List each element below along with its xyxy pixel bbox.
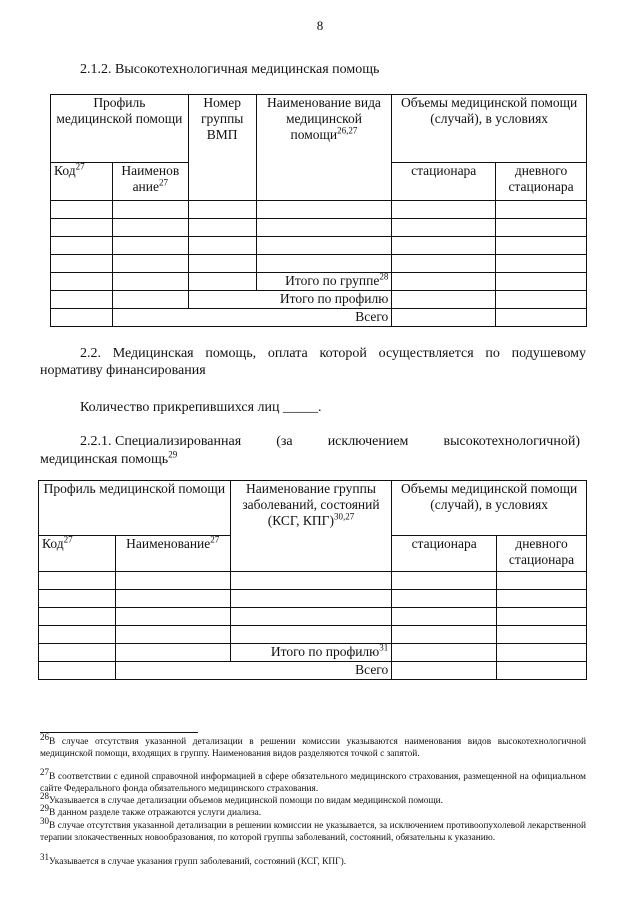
day-hospital-header: дневного стационара (496, 163, 587, 201)
profile-header: Профиль медицинской помощи (51, 95, 189, 163)
code-header: Код$^{27}$ (51, 163, 113, 201)
code-header-2: Код$^{27}$ (39, 536, 116, 572)
total-all-label-2: Всего (115, 662, 392, 680)
footnote-27: $^{27}$В соответствии с единой справочной информацией в сфере обязательного медицинского страхования, размещенной на официальном сайте Федерального фонда обязательного медицинского страхования. (40, 767, 586, 794)
page-number: 8 (316, 18, 324, 33)
specialized-care-heading-line2: медицинская помощь$^{29}$ (40, 449, 178, 467)
specialized-care-table (38, 480, 587, 680)
disease-group-header: Наименование группы заболеваний, состояний (КСГ, КПГ)$^{30,27}$ (230, 481, 392, 572)
total-profile-row-2 (39, 644, 587, 662)
footnote-30: $^{30}$В случае отсутствия указанной детализации в решении комиссии не указывается, за исключением противоопухолевой лекарственной терапии злокачественных новообразования, по которой группы заболеваний, состояний, обязательны к указанию. (40, 816, 586, 843)
high-tech-care-table (50, 94, 587, 327)
per-capita-paragraph: 2.2. Медицинская помощь, оплата которой осуществляется по подушевому нормативу финансирования (40, 346, 586, 378)
footnote-31: $^{31}$Указывается в случае указания групп заболеваний, состояний (КСГ, КПГ). (40, 852, 347, 868)
specialized-care-heading: 2.2.1. Специализированная (за исключением высокотехнологичной) (80, 434, 580, 449)
attached-persons-line: Количество прикрепившихся лиц _____. (80, 400, 322, 415)
footnote-separator (40, 732, 198, 733)
day-hospital-header-2: дневного стационара (497, 536, 587, 572)
volume-header-2: Объемы медицинской помощи (случай), в условиях (392, 481, 587, 536)
total-all-label: Всего (112, 309, 391, 327)
name-header-2: Наименование$^{27}$ (115, 536, 230, 572)
total-profile-row (51, 291, 587, 309)
profile-header-2: Профиль медицинской помощи (39, 481, 231, 536)
footnote-29: $^{29}$В данном разделе также отражаются услуги диализа. (40, 803, 262, 819)
total-group-row (51, 273, 587, 291)
care-kind-header: Наименование вида медицинской помощи$^{26,27}$ (256, 95, 392, 201)
table-row (39, 572, 587, 590)
footnote-26: $^{26}$В случае отсутствия указанной детализации в решении комиссии указываются наименования видов высокотехнологичной медицинской помощи, входящих в группу. Наименования видов разделяются точкой с запятой. (40, 732, 586, 759)
total-profile-label: Итого по профилю (188, 291, 392, 309)
total-group-label: Итого по группе$^{28}$ (256, 273, 392, 291)
volume-header: Объемы медицинской помощи (случай), в условиях (392, 95, 587, 163)
total-profile-label-2: Итого по профилю$^{31}$ (230, 644, 392, 662)
footnote-28: $^{28}$Указывается в случае детализации объемов медицинской помощи по видам медицинской помощи. (40, 791, 444, 807)
hospital-header-2: стационара (392, 536, 497, 572)
table-row (39, 590, 587, 608)
table-row (51, 201, 587, 219)
table-row (39, 626, 587, 644)
table-row (51, 237, 587, 255)
total-all-row-2 (39, 662, 587, 680)
table-row (51, 255, 587, 273)
table-row (51, 219, 587, 237)
hospital-header: стационара (392, 163, 496, 201)
section-heading-high-tech: 2.1.2. Высокотехнологичная медицинская помощь (80, 62, 380, 77)
total-all-row (51, 309, 587, 327)
vmp-group-header: Номер группы ВМП (188, 95, 256, 201)
name-header: Наименов ание$^{27}$ (112, 163, 188, 201)
table-row (39, 608, 587, 626)
